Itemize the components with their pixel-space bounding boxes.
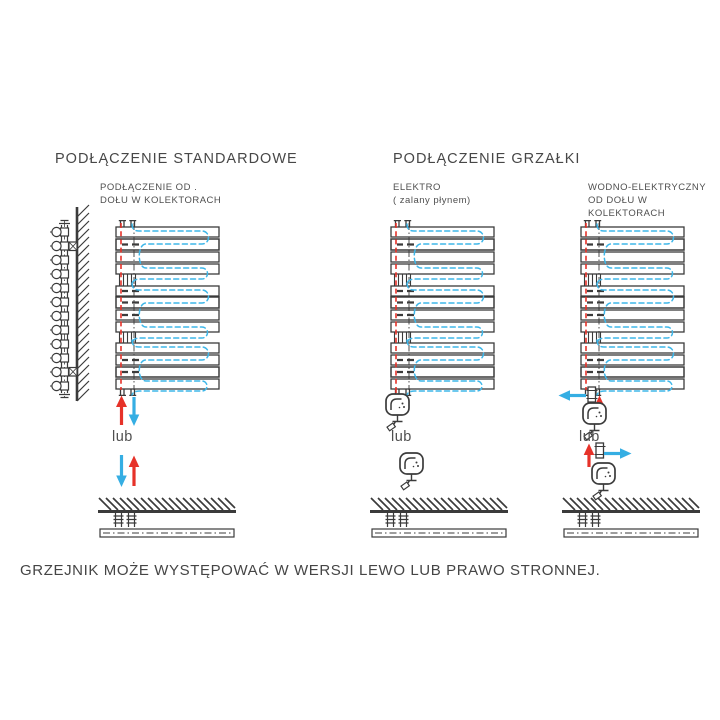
heating-element-icon — [592, 463, 615, 500]
pipe-fitting — [595, 443, 606, 458]
elektro-heater-option-1 — [386, 389, 409, 431]
section-title-standard: PODŁĄCZENIE STANDARDOWE — [55, 151, 298, 167]
variant-label-elektro — [393, 181, 471, 207]
radiator-elektro-front-view — [391, 221, 494, 396]
floor-section-standard — [98, 498, 236, 537]
or-label-elektro: lub — [391, 429, 412, 445]
or-label-standard: lub — [112, 429, 133, 445]
variant-label-wodno-line1: WODNO-ELEKTRYCZNY — [588, 182, 707, 193]
variant-label-wodno — [588, 181, 706, 220]
standard-flow-option-2 — [116, 455, 139, 487]
floor-section-elektro — [370, 498, 508, 537]
variant-label-wodno-line3: KOLEKTORACH — [588, 208, 666, 219]
section-title-grzalki: PODŁĄCZENIE GRZAŁKI — [393, 151, 581, 167]
collector-caps — [50, 227, 69, 390]
standard-flow-option-1 — [116, 396, 139, 427]
heating-element-icon — [400, 453, 423, 490]
elektro-heater-option-2 — [400, 453, 423, 490]
variant-label-wodno-line2: OD DOŁU W — [588, 195, 648, 206]
variant-label-standard-line2: DOŁU W KOLEKTORACH — [100, 195, 222, 206]
variant-label-standard — [100, 181, 221, 207]
wodno-option-2 — [584, 443, 632, 500]
heating-element-icon — [386, 394, 409, 431]
floor-section-wodno — [562, 498, 700, 537]
variant-label-elektro-line1: ELEKTRO — [393, 182, 441, 193]
radiator-standard-front-view — [116, 221, 219, 396]
variant-label-standard-line1: PODŁĄCZENIE OD . — [100, 182, 198, 193]
or-label-wodno: lub — [579, 429, 600, 445]
variant-label-elektro-line2: ( zalany płynem) — [393, 195, 471, 206]
footer-note: GRZEJNIK MOŻE WYSTĘPOWAĆ W WERSJI LEWO LUB PRAWO STRONNEJ. — [20, 562, 601, 579]
radiator-wodno-front-view — [581, 221, 684, 396]
wall-side-view — [50, 205, 89, 401]
pipe-fitting — [587, 387, 598, 402]
